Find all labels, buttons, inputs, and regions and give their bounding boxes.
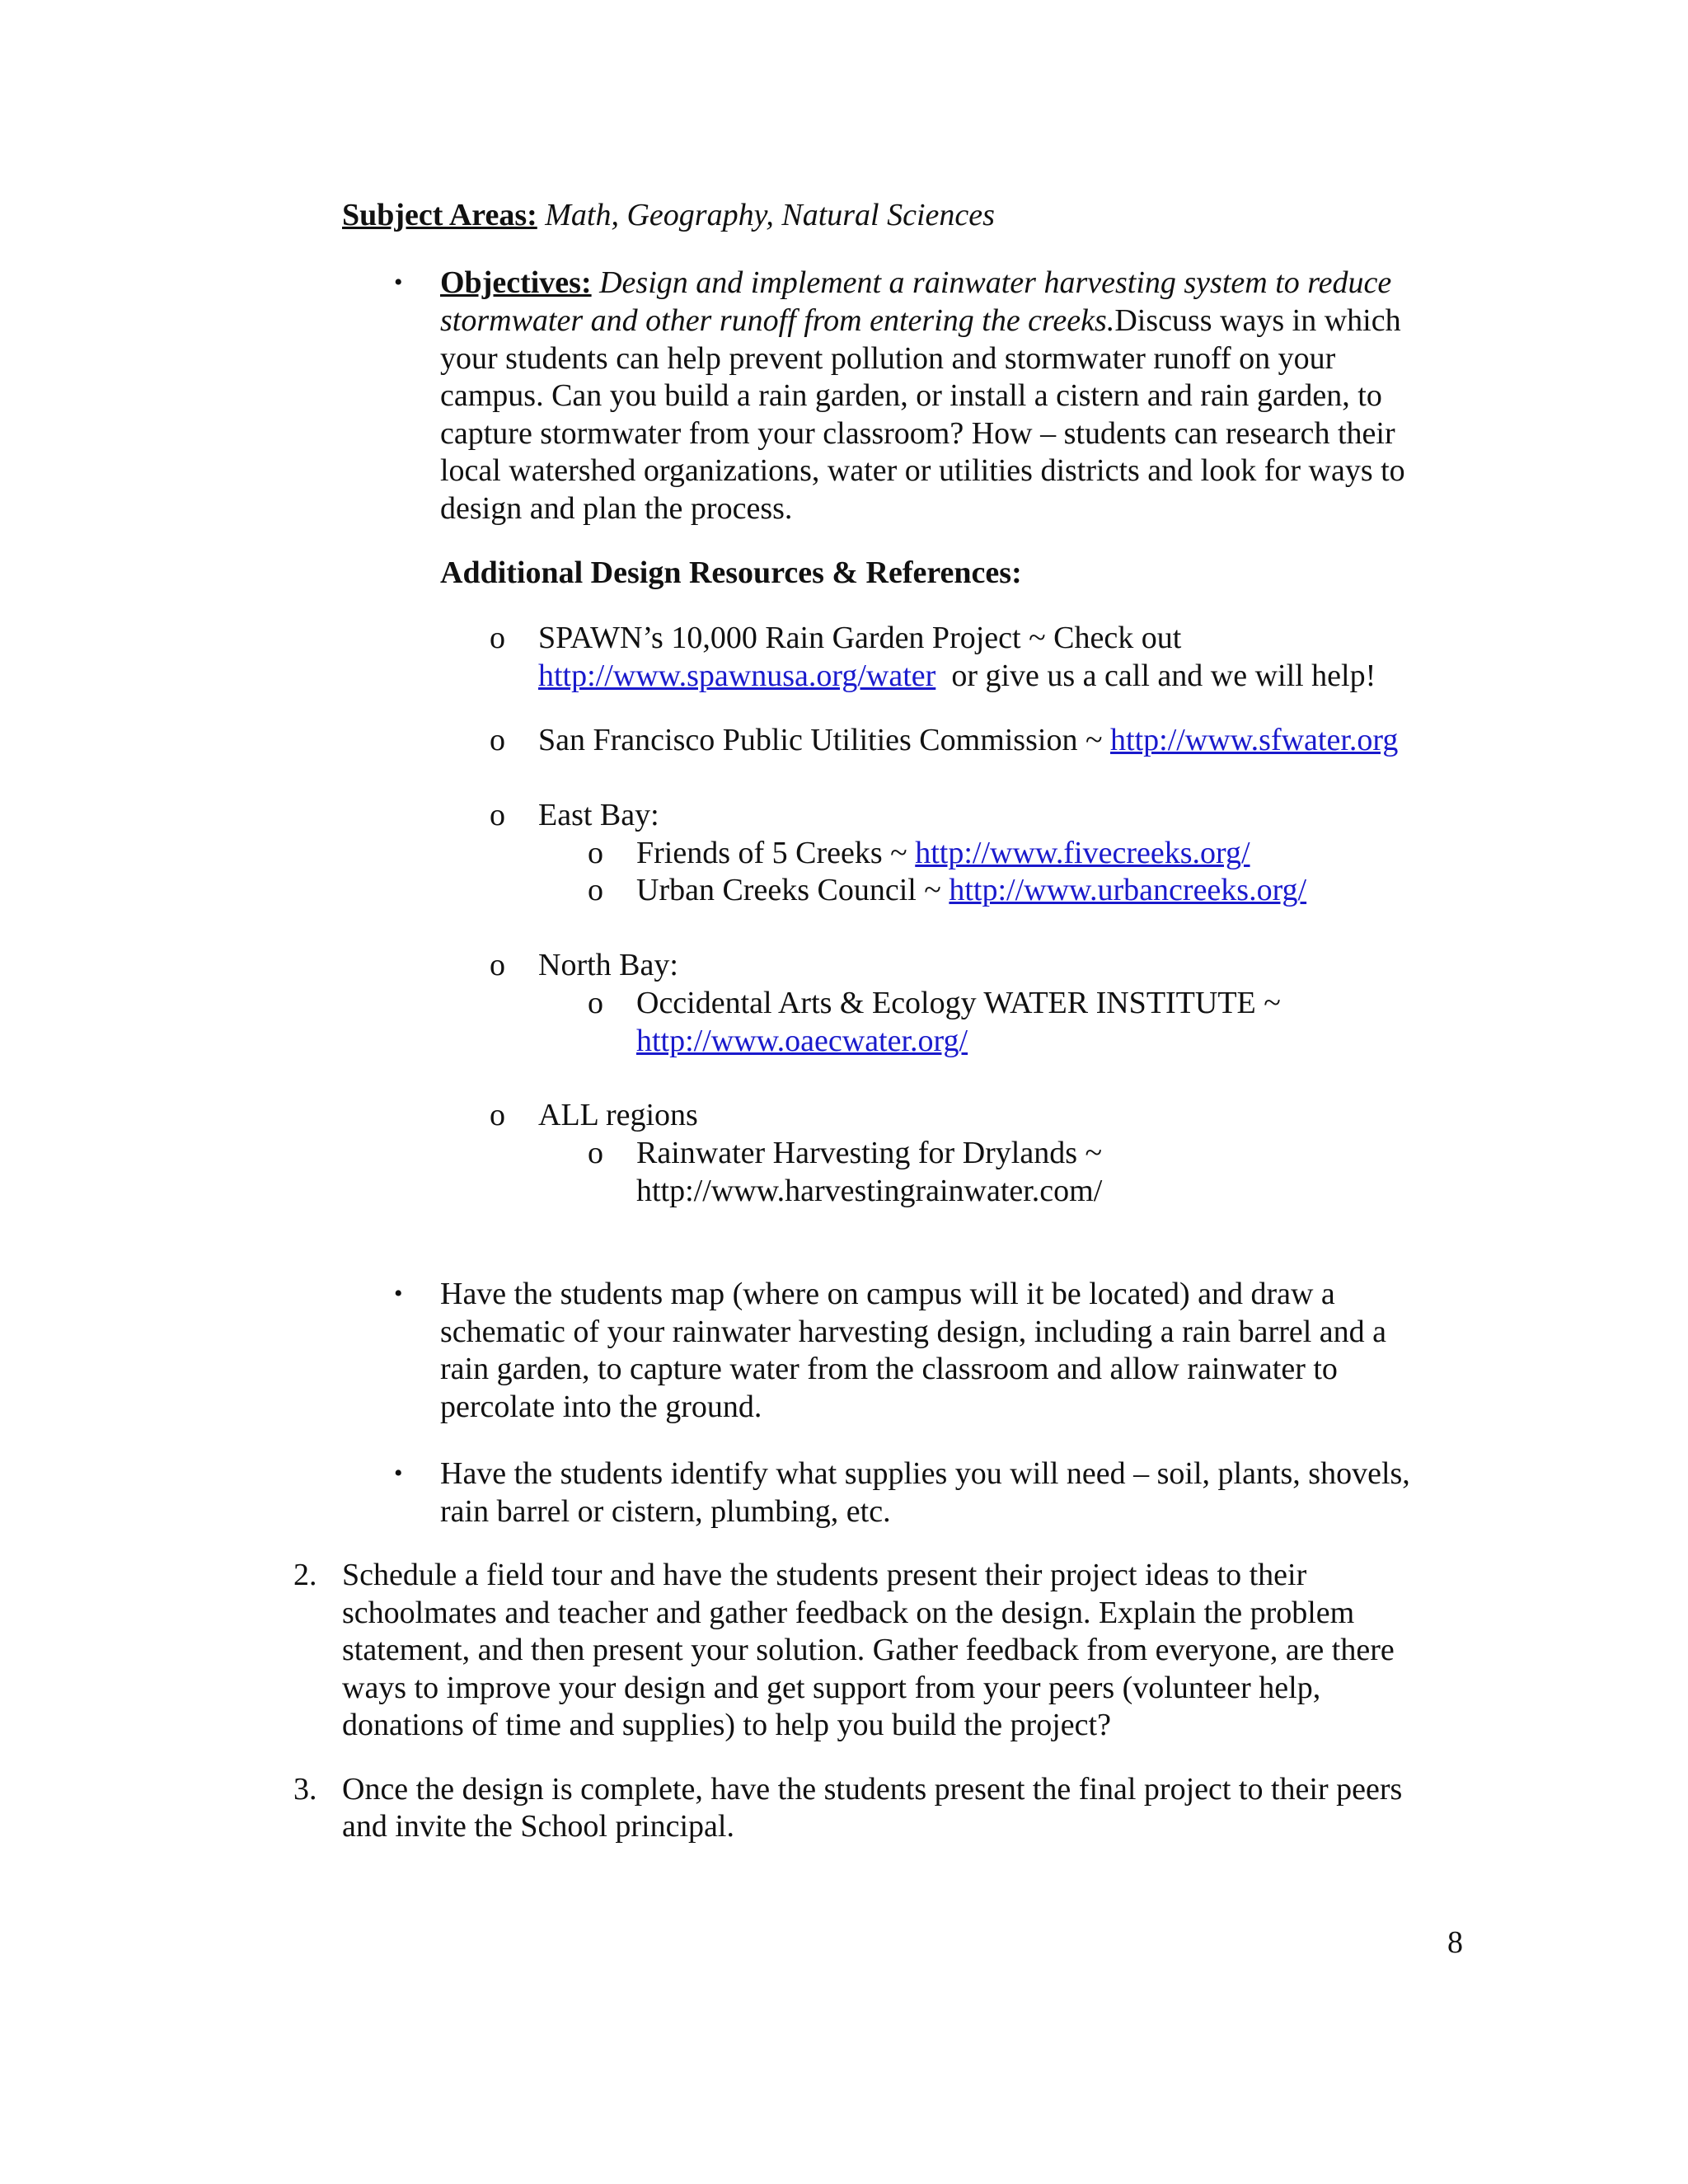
objectives-line-3: your students can help prevent pollution and stormwater runoff on your bbox=[440, 341, 1336, 376]
allregions-label: ALL regions bbox=[538, 1098, 698, 1132]
objectives-line-2 bbox=[440, 302, 1401, 340]
spawn-rest: or give us a call and we will help! bbox=[951, 658, 1376, 693]
subject-areas-line bbox=[342, 196, 995, 234]
bullet-supplies-line-1: Have the students identify what supplies you will need – soil, plants, shovels, bbox=[440, 1456, 1410, 1491]
objectives-line-5: capture stormwater from your classroom? How – students can research their bbox=[440, 416, 1395, 451]
sublist-marker: o bbox=[588, 873, 603, 907]
list-marker: o bbox=[490, 1098, 505, 1132]
item2-line-4: ways to improve your design and get support from your peers (volunteer help, bbox=[342, 1671, 1321, 1705]
list-marker: o bbox=[490, 621, 505, 655]
drylands-url: http://www.harvestingrainwater.com/ bbox=[636, 1174, 1103, 1208]
list-marker: o bbox=[490, 798, 505, 832]
fivecreeks-link[interactable]: http://www.fivecreeks.org/ bbox=[915, 836, 1250, 870]
urbancreeks-link[interactable]: http://www.urbancreeks.org/ bbox=[949, 873, 1307, 907]
urbancreeks-line bbox=[636, 871, 1306, 909]
item2-line-1: Schedule a field tour and have the students present their project ideas to their bbox=[342, 1558, 1307, 1592]
bullet-map-line-4: percolate into the ground. bbox=[440, 1390, 762, 1424]
bullet-map-line-3: rain garden, to capture water from the classroom and allow rainwater to bbox=[440, 1352, 1338, 1386]
item3-line-1: Once the design is complete, have the students present the final project to their peers bbox=[342, 1772, 1403, 1807]
item2-line-2: schoolmates and teacher and gather feedback on the design. Explain the problem bbox=[342, 1596, 1355, 1630]
numbered-item-number: 2. bbox=[293, 1558, 317, 1592]
item2-line-5: donations of time and supplies) to help you build the project? bbox=[342, 1708, 1111, 1742]
subject-areas-value: Math, Geography, Natural Sciences bbox=[545, 198, 995, 232]
oaec-link[interactable]: http://www.oaecwater.org/ bbox=[636, 1024, 968, 1058]
bullet-marker: • bbox=[394, 1460, 403, 1487]
bullet-map-line-1: Have the students map (where on campus will it be located) and draw a bbox=[440, 1277, 1335, 1311]
bullet-map-line-2: schematic of your rainwater harvesting design, including a rain barrel and a bbox=[440, 1315, 1387, 1349]
objectives-line-7: design and plan the process. bbox=[440, 491, 793, 526]
objectives-italic-1: Design and implement a rainwater harvesting system to reduce bbox=[599, 265, 1392, 300]
oaec-text: Occidental Arts & Ecology WATER INSTITUTE ~ bbox=[636, 986, 1281, 1020]
eastbay-label: East Bay: bbox=[538, 798, 659, 832]
sublist-marker: o bbox=[588, 986, 603, 1020]
list-marker: o bbox=[490, 723, 505, 757]
urbancreeks-text: Urban Creeks Council ~ bbox=[636, 873, 941, 907]
objectives-italic-2: stormwater and other runoff from entering the creeks. bbox=[440, 303, 1115, 338]
sfpuc-text: San Francisco Public Utilities Commission ~ bbox=[538, 723, 1103, 757]
objectives-label: Objectives: bbox=[440, 265, 592, 300]
sublist-marker: o bbox=[588, 836, 603, 870]
fivecreeks-line bbox=[636, 834, 1250, 872]
drylands-text: Rainwater Harvesting for Drylands ~ bbox=[636, 1136, 1103, 1170]
item2-line-3: statement, and then present your solution. Gather feedback from everyone, are there bbox=[342, 1633, 1395, 1667]
sfpuc-line bbox=[538, 721, 1398, 759]
item3-line-2: and invite the School principal. bbox=[342, 1809, 734, 1844]
spawn-link[interactable]: http://www.spawnusa.org/water bbox=[538, 658, 936, 693]
sublist-marker: o bbox=[588, 1136, 603, 1170]
list-marker: o bbox=[490, 948, 505, 982]
objectives-line-4: campus. Can you build a rain garden, or install a cistern and rain garden, to bbox=[440, 378, 1382, 413]
objectives-line-6: local watershed organizations, water or utilities districts and look for ways to bbox=[440, 453, 1405, 488]
bullet-marker: • bbox=[394, 1280, 403, 1307]
sfpuc-link[interactable]: http://www.sfwater.org bbox=[1110, 723, 1399, 757]
spawn-text: SPAWN’s 10,000 Rain Garden Project ~ Check out bbox=[538, 621, 1182, 655]
objectives-line-2-rest: Discuss ways in which bbox=[1114, 303, 1401, 338]
spawn-line-2 bbox=[538, 657, 1376, 695]
objectives-line-1 bbox=[440, 264, 1391, 302]
fivecreeks-text: Friends of 5 Creeks ~ bbox=[636, 836, 907, 870]
bullet-supplies-line-2: rain barrel or cistern, plumbing, etc. bbox=[440, 1494, 891, 1529]
subject-areas-label: Subject Areas: bbox=[342, 198, 537, 232]
objectives-bullet: • bbox=[394, 269, 403, 296]
resources-heading: Additional Design Resources & References: bbox=[440, 555, 1022, 590]
numbered-item-number: 3. bbox=[293, 1772, 317, 1807]
oaec-line-2 bbox=[636, 1022, 968, 1060]
northbay-label: North Bay: bbox=[538, 948, 678, 982]
page-number: 8 bbox=[1447, 1925, 1463, 1960]
